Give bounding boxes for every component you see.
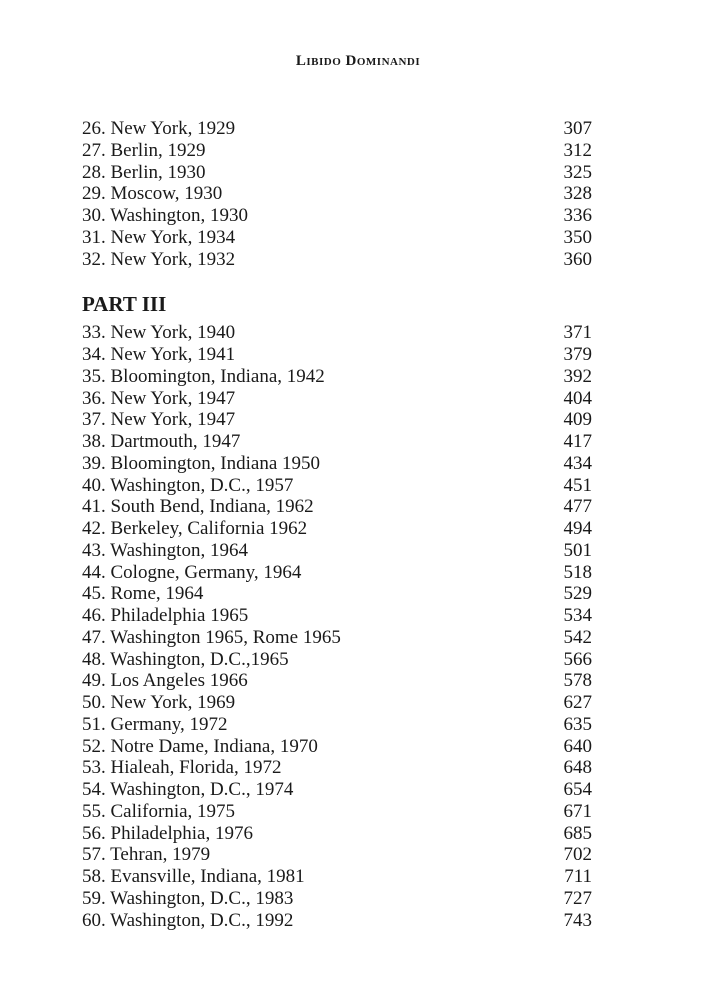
toc-entry — [82, 183, 592, 205]
toc-entry-page-number: 451 — [563, 474, 592, 496]
toc-entry-page-number: 307 — [563, 118, 592, 139]
toc-entry-title: 42. Berkeley, California 1962 — [82, 518, 308, 539]
toc-entry — [82, 496, 592, 518]
toc-entry — [82, 605, 592, 627]
toc-entry-page-number: 477 — [563, 496, 592, 518]
toc-entry-page-number: 328 — [563, 183, 592, 205]
toc-entry — [82, 692, 592, 714]
toc-entry-page-number: 627 — [563, 692, 592, 713]
toc-entry — [82, 888, 592, 910]
toc-entry-title: 38. Dartmouth, 1947 — [82, 431, 241, 452]
toc-entry-page-number: 648 — [563, 757, 592, 779]
toc-entry — [82, 227, 592, 249]
toc-entry-title: 46. Philadelphia 1965 — [82, 605, 249, 626]
toc-entry-page-number: 534 — [563, 605, 592, 626]
toc-entry-page-number: 635 — [563, 713, 592, 735]
toc-entry — [82, 844, 592, 866]
toc-entry-title: 33. New York, 1940 — [82, 322, 236, 344]
toc-entry-title: 48. Washington, D.C.,1965 — [82, 648, 289, 670]
toc-entry-title: 29. Moscow, 1930 — [82, 183, 223, 205]
toc-entry-page-number: 409 — [563, 409, 592, 431]
toc-entry — [82, 388, 592, 410]
toc-entry-page-number: 542 — [563, 626, 592, 648]
toc-entry — [82, 205, 592, 227]
toc-entry-title: 58. Evansville, Indiana, 1981 — [82, 866, 305, 887]
toc-entry — [82, 779, 592, 801]
toc-entry-page-number: 578 — [563, 670, 592, 692]
toc-entry-page-number: 325 — [563, 161, 592, 183]
toc-entry — [82, 366, 592, 388]
toc-entry-title: 60. Washington, D.C., 1992 — [82, 909, 294, 931]
toc-entry — [82, 627, 592, 649]
toc-entry-page-number: 434 — [563, 452, 592, 474]
toc-entry-page-number: 711 — [564, 866, 592, 887]
toc-entry-page-number: 529 — [563, 583, 592, 605]
part-iii-list — [82, 322, 592, 931]
toc-entry-title: 28. Berlin, 1930 — [82, 161, 206, 183]
toc-entry-title: 44. Cologne, Germany, 1964 — [82, 561, 302, 583]
toc-entry-title: 50. New York, 1969 — [82, 692, 236, 713]
toc-entry-page-number: 743 — [563, 909, 592, 931]
toc-entry — [82, 670, 592, 692]
toc-entry-page-number: 404 — [563, 387, 592, 409]
toc-entry-title: 54. Washington, D.C., 1974 — [82, 779, 294, 800]
toc-entry-title: 32. New York, 1932 — [82, 248, 236, 270]
toc-entry-title: 39. Bloomington, Indiana 1950 — [82, 452, 321, 474]
toc-entry-title: 49. Los Angeles 1966 — [82, 670, 248, 692]
toc-entry-title: 57. Tehran, 1979 — [82, 844, 211, 866]
toc-entry — [82, 518, 592, 540]
toc-entry-title: 34. New York, 1941 — [82, 344, 236, 365]
toc-entry-page-number: 501 — [563, 539, 592, 561]
toc-entry-page-number: 379 — [563, 344, 592, 365]
running-head: Libido Dominandi — [295, 53, 421, 69]
toc-entry-title: 37. New York, 1947 — [82, 409, 236, 431]
toc-entry-title: 56. Philadelphia, 1976 — [82, 822, 253, 844]
toc-entry-title: 27. Berlin, 1929 — [82, 139, 206, 161]
toc-entry — [82, 453, 592, 475]
part-heading: PART III — [82, 292, 167, 317]
toc-entry — [82, 140, 592, 162]
toc-entry-title: 47. Washington 1965, Rome 1965 — [82, 626, 341, 648]
toc-entry — [82, 118, 592, 140]
toc-entry — [82, 823, 592, 845]
toc-entry-page-number: 566 — [563, 648, 592, 670]
toc-entry-title: 40. Washington, D.C., 1957 — [82, 474, 294, 496]
toc-entry-page-number: 518 — [563, 561, 592, 583]
toc-entry-page-number: 312 — [563, 139, 592, 161]
toc-entry-page-number: 350 — [563, 226, 592, 248]
toc-entry-title: 26. New York, 1929 — [82, 118, 236, 139]
toc-entry-page-number: 654 — [563, 779, 592, 800]
toc-entry-page-number: 392 — [563, 365, 592, 387]
toc-entry — [82, 736, 592, 758]
toc-entry-page-number: 371 — [563, 322, 592, 344]
toc-entry-page-number: 360 — [563, 248, 592, 270]
toc-entry — [82, 714, 592, 736]
toc-entry — [82, 249, 592, 271]
toc-entry-title: 36. New York, 1947 — [82, 387, 236, 409]
toc-entry-title: 55. California, 1975 — [82, 800, 236, 822]
toc-entry — [82, 344, 592, 366]
toc-entry — [82, 431, 592, 453]
toc-entry — [82, 162, 592, 184]
toc-entry — [82, 757, 592, 779]
table-of-contents — [82, 118, 592, 931]
toc-entry-page-number: 494 — [563, 518, 592, 539]
toc-entry-title: 51. Germany, 1972 — [82, 713, 228, 735]
toc-entry-title: 52. Notre Dame, Indiana, 1970 — [82, 735, 318, 757]
toc-entry-page-number: 671 — [563, 800, 592, 822]
toc-entry — [82, 649, 592, 671]
toc-entry-page-number: 417 — [563, 431, 592, 452]
toc-entry-page-number: 640 — [563, 735, 592, 757]
toc-entry — [82, 409, 592, 431]
toc-entry-title: 59. Washington, D.C., 1983 — [82, 887, 294, 909]
toc-entry-title: 30. Washington, 1930 — [82, 205, 248, 226]
toc-entry — [82, 801, 592, 823]
toc-entry — [82, 866, 592, 888]
toc-entry — [82, 910, 592, 932]
toc-entry — [82, 540, 592, 562]
part-ii-tail-list — [82, 118, 592, 270]
toc-entry-page-number: 336 — [563, 205, 592, 226]
toc-entry-title: 41. South Bend, Indiana, 1962 — [82, 496, 314, 518]
toc-entry-title: 43. Washington, 1964 — [82, 539, 248, 561]
toc-entry — [82, 322, 592, 344]
toc-entry — [82, 475, 592, 497]
toc-entry-title: 53. Hialeah, Florida, 1972 — [82, 757, 282, 779]
toc-entry-page-number: 727 — [563, 887, 592, 909]
toc-entry — [82, 583, 592, 605]
toc-entry-title: 45. Rome, 1964 — [82, 583, 204, 605]
toc-entry-page-number: 702 — [563, 844, 592, 866]
toc-entry-page-number: 685 — [563, 822, 592, 844]
toc-entry-title: 31. New York, 1934 — [82, 226, 236, 248]
toc-entry — [82, 562, 592, 584]
toc-entry-title: 35. Bloomington, Indiana, 1942 — [82, 365, 325, 387]
